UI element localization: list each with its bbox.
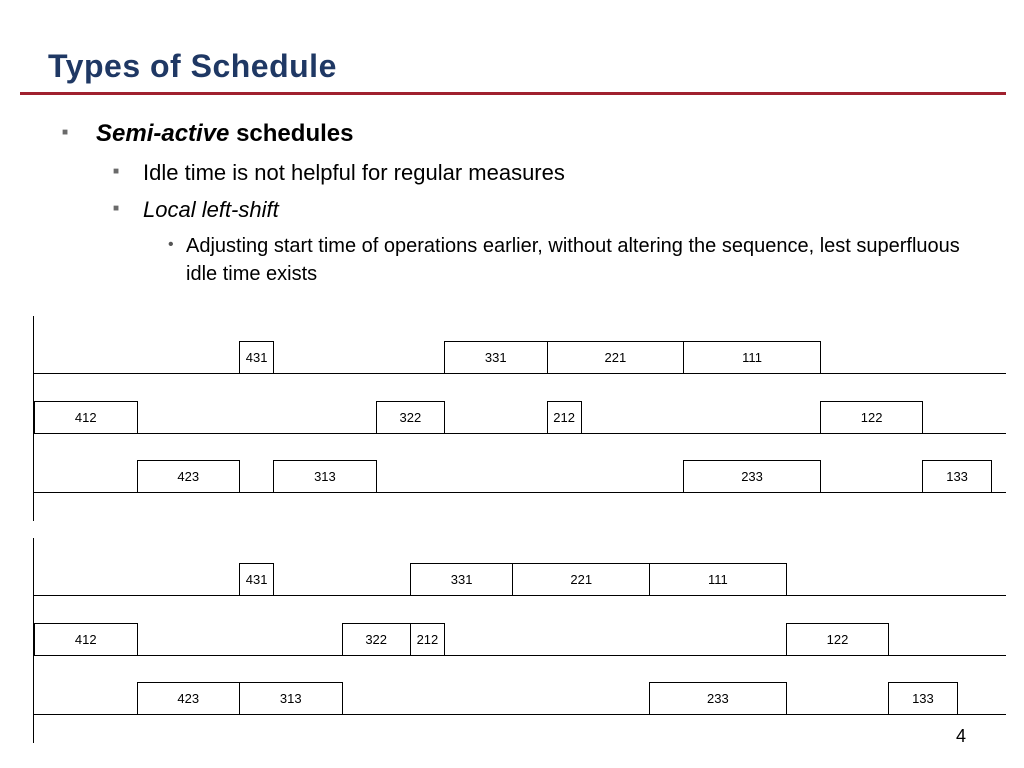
bullet-semi-active-rest: schedules xyxy=(229,120,354,147)
title-divider xyxy=(20,92,1006,95)
gantt-operation-133: 133 xyxy=(922,460,991,493)
page-number: 4 xyxy=(955,726,966,746)
square-bullet-icon: ■ xyxy=(113,203,120,214)
dot-bullet-icon: • xyxy=(168,236,174,253)
gantt-operation-423: 423 xyxy=(137,682,241,715)
gantt-operation-313: 313 xyxy=(273,460,377,493)
gantt-operation-221: 221 xyxy=(547,341,685,374)
gantt-operation-133: 133 xyxy=(888,682,957,715)
gantt-operation-431: 431 xyxy=(239,341,274,374)
gantt-operation-122: 122 xyxy=(820,401,924,434)
slide-title: Types of Schedule xyxy=(48,48,337,84)
gantt-operation-423: 423 xyxy=(137,460,241,493)
gantt-operation-412: 412 xyxy=(34,401,138,434)
gantt-operation-212: 212 xyxy=(547,401,582,434)
bullet-semi-active xyxy=(96,120,353,148)
gantt-operation-331: 331 xyxy=(410,563,514,596)
gantt-operation-212: 212 xyxy=(410,623,445,656)
gantt-operation-322: 322 xyxy=(376,401,445,434)
square-bullet-icon: ■ xyxy=(113,166,120,177)
gantt-operation-412: 412 xyxy=(34,623,138,656)
gantt-operation-221: 221 xyxy=(512,563,650,596)
bullet-semi-active-italic: Semi-active xyxy=(96,120,230,147)
square-bullet-icon: ■ xyxy=(62,127,69,138)
gantt-operation-431: 431 xyxy=(239,563,274,596)
gantt-operation-322: 322 xyxy=(342,623,411,656)
gantt-operation-233: 233 xyxy=(649,682,787,715)
gantt-operation-233: 233 xyxy=(683,460,821,493)
bullet-idle-time: Idle time is not helpful for regular measures xyxy=(143,160,565,185)
gantt-operation-331: 331 xyxy=(444,341,548,374)
gantt-operation-111: 111 xyxy=(683,341,821,374)
gantt-operation-313: 313 xyxy=(239,682,343,715)
gantt-operation-122: 122 xyxy=(786,623,890,656)
gantt-operation-111: 111 xyxy=(649,563,787,596)
bullet-local-left-shift: Local left-shift xyxy=(143,197,279,222)
bullet-adjusting-start-time: Adjusting start time of operations earlier, without altering the sequence, lest superfluous idle time exists xyxy=(186,235,960,285)
